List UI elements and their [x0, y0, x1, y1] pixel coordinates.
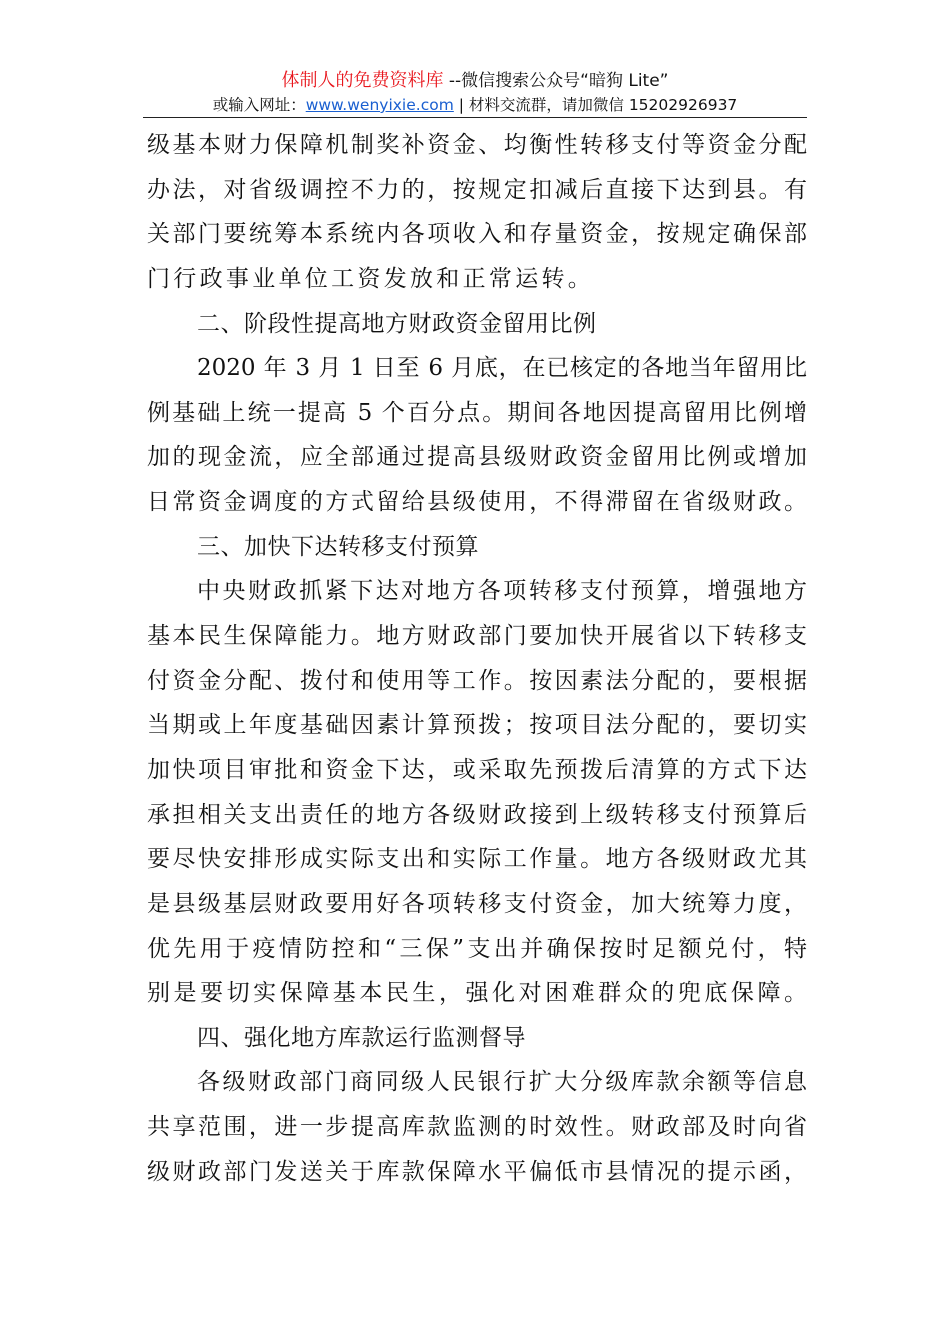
- text-line: 当期或上年度基础因素计算预拨；按项目法分配的，要切实: [147, 712, 807, 739]
- wechat-text: --微信搜索公众号“暗狗 Lite”: [443, 71, 669, 91]
- text-line: 加快项目审批和资金下达，或采取先预拨后清算的方式下达: [147, 756, 807, 783]
- section-heading: 二、阶段性提高地方财政资金留用比例: [197, 310, 597, 337]
- brand-text: 体制人的免费资料库: [281, 70, 444, 91]
- text-line: 别是要切实保障基本民生，强化对困难群众的兜底保障。: [147, 980, 807, 1007]
- text-line: 加的现金流，应全部通过提高县级财政资金留用比例或增加: [147, 444, 807, 471]
- document-body: [147, 123, 807, 1194]
- text-line: 级基本财力保障机制奖补资金、均衡性转移支付等资金分配: [147, 132, 807, 158]
- text-line: 办法，对省级调控不力的，按规定扣减后直接下达到县。有: [147, 176, 807, 203]
- text-line: 是县级基层财政要用好各项转移支付资金，加大统筹力度，: [147, 890, 807, 917]
- text-line: 各级财政部门商同级人民银行扩大分级库款余额等信息: [197, 1069, 807, 1096]
- text-line: 门行政事业单位工资发放和正常运转。: [147, 265, 595, 292]
- text-line: 优先用于疫情防控和“三保”支出并确保按时足额兑付，特: [147, 935, 807, 962]
- text-line: 共享范围，进一步提高库款监测的时效性。财政部及时向省: [147, 1114, 807, 1141]
- text-line: 承担相关支出责任的地方各级财政接到上级转移支付预算后: [147, 801, 807, 828]
- header-rule: [143, 117, 807, 118]
- text-line: 关部门要统筹本系统内各项收入和存量资金，按规定确保部: [147, 221, 807, 248]
- text-line: 要尽快安排形成实际支出和实际工作量。地方各级财政尤其: [147, 846, 807, 873]
- website-link[interactable]: www.wenyixie.com: [305, 96, 454, 114]
- text-line: 级财政部门发送关于库款保障水平偏低市县情况的提示函，: [147, 1158, 807, 1185]
- section-heading: 四、强化地方库款运行监测督导: [197, 1024, 526, 1051]
- text-line: 中央财政抓紧下达对地方各项转移支付预算，增强地方: [197, 578, 807, 605]
- text-line: 付资金分配、拨付和使用等工作。按因素法分配的，要根据: [147, 667, 807, 694]
- text-line: 2020 年 3 月 1 日至 6 月底，在已核定的各地当年留用比: [197, 355, 807, 382]
- watermark-header: [143, 68, 807, 116]
- header-line-1: [143, 68, 807, 94]
- text-line: 日常资金调度的方式留给县级使用，不得滞留在省级财政。: [147, 489, 807, 516]
- text-line: 基本民生保障能力。地方财政部门要加快开展省以下转移支: [147, 623, 807, 650]
- text-line: 例基础上统一提高 5 个百分点。期间各地因提高留用比例增: [147, 399, 807, 426]
- url-label: 或输入网址：: [212, 96, 306, 114]
- section-heading: 三、加快下达转移支付预算: [197, 533, 479, 560]
- header-line-2: [143, 94, 807, 116]
- contact-text: | 材料交流群，请加微信 15202926937: [453, 96, 738, 114]
